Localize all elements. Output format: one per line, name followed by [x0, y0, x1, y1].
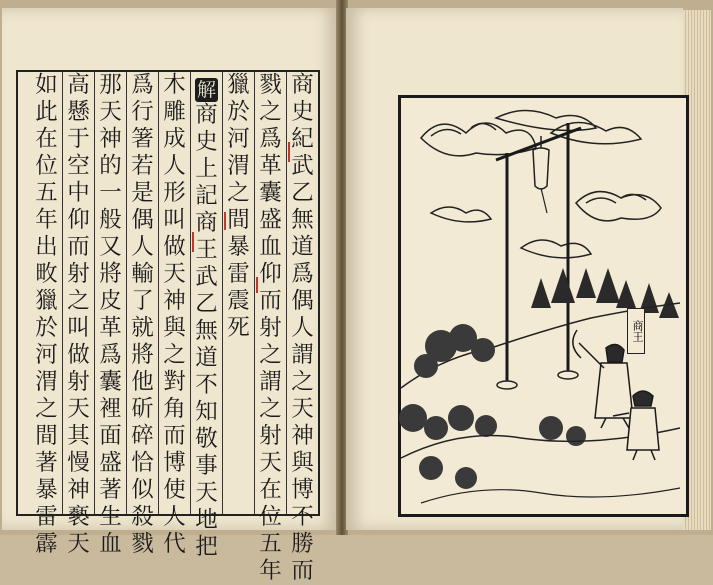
glyph: 記 [195, 183, 218, 209]
glyph: 而 [67, 234, 90, 260]
name-plaque: 商王 [627, 308, 645, 354]
glyph: 面 [99, 423, 122, 449]
red-mark [192, 232, 194, 252]
glyph: 囊 [99, 369, 122, 395]
glyph: 人 [291, 315, 314, 341]
glyph: 成 [163, 126, 186, 152]
glyph: 知 [195, 399, 218, 425]
glyph: 渭 [227, 153, 250, 179]
column-rule [158, 72, 159, 514]
glyph: 五 [259, 531, 282, 557]
text-column-8 [66, 72, 91, 558]
column-rule [286, 72, 287, 514]
glyph: 畋 [35, 261, 58, 287]
glyph: 武 [195, 264, 218, 290]
text-column-4-body [195, 102, 218, 561]
glyph: 紀 [291, 126, 314, 152]
margin-strip [2, 70, 17, 512]
glyph: 其 [67, 423, 90, 449]
glyph: 行 [131, 99, 154, 125]
glyph: 恰 [131, 450, 154, 476]
glyph: 如 [35, 72, 58, 98]
glyph: 似 [131, 477, 154, 503]
annotation-badge: 解 [196, 79, 216, 101]
glyph: 商 [195, 102, 218, 128]
glyph: 慢 [67, 450, 90, 476]
glyph: 暴 [35, 477, 58, 503]
glyph: 是 [131, 180, 154, 206]
glyph: 死 [227, 315, 250, 341]
glyph: 殺 [131, 504, 154, 530]
glyph: 天 [99, 99, 122, 125]
glyph: 木 [163, 72, 186, 98]
glyph: 博 [163, 450, 186, 476]
glyph: 武 [291, 153, 314, 179]
glyph: 射 [67, 261, 90, 287]
glyph: 謂 [259, 369, 282, 395]
glyph: 乙 [291, 180, 314, 206]
glyph: 年 [259, 558, 282, 584]
glyph: 位 [35, 153, 58, 179]
glyph: 盛 [99, 450, 122, 476]
glyph: 無 [291, 207, 314, 233]
glyph: 獵 [227, 72, 250, 98]
ground-line [421, 488, 680, 503]
glyph: 五 [35, 180, 58, 206]
glyph: 此 [35, 99, 58, 125]
glyph: 射 [67, 369, 90, 395]
glyph: 高 [67, 72, 90, 98]
glyph: 的 [99, 153, 122, 179]
glyph: 他 [131, 369, 154, 395]
glyph: 雷 [227, 261, 250, 287]
glyph: 敬 [195, 426, 218, 452]
glyph: 血 [99, 531, 122, 557]
glyph: 博 [291, 477, 314, 503]
red-mark [288, 142, 290, 162]
tree-icon [531, 268, 679, 318]
glyph: 裡 [99, 396, 122, 422]
left-page [2, 8, 338, 584]
glyph: 叫 [67, 315, 90, 341]
glyph: 天 [67, 396, 90, 422]
text-column-1 [290, 72, 315, 585]
glyph: 碎 [131, 423, 154, 449]
glyph: 射 [259, 315, 282, 341]
glyph: 代 [163, 531, 186, 557]
glyph: 之 [259, 99, 282, 125]
glyph: 獵 [35, 288, 58, 314]
red-mark [256, 277, 258, 293]
glyph: 又 [99, 234, 122, 260]
glyph: 做 [67, 342, 90, 368]
glyph: 偶 [291, 288, 314, 314]
glyph: 與 [291, 450, 314, 476]
glyph: 道 [195, 345, 218, 371]
glyph: 在 [35, 126, 58, 152]
glyph: 河 [227, 126, 250, 152]
glyph: 角 [163, 396, 186, 422]
glyph: 位 [259, 504, 282, 530]
text-column-4 [194, 78, 219, 561]
glyph: 懸 [67, 99, 90, 125]
glyph: 人 [163, 504, 186, 530]
glyph: 暴 [227, 234, 250, 260]
glyph: 戮 [259, 72, 282, 98]
glyph: 戮 [131, 531, 154, 557]
glyph: 形 [163, 180, 186, 206]
glyph: 而 [291, 558, 314, 584]
glyph: 著 [35, 450, 58, 476]
glyph: 爲 [99, 342, 122, 368]
glyph: 出 [35, 234, 58, 260]
glyph: 河 [35, 342, 58, 368]
glyph: 在 [259, 477, 282, 503]
glyph: 褻 [67, 504, 90, 530]
glyph: 仰 [259, 261, 282, 287]
woodblock-illustration [398, 95, 689, 517]
text-column-5 [162, 72, 187, 558]
glyph: 般 [99, 207, 122, 233]
glyph: 商 [291, 72, 314, 98]
glyph: 把 [195, 534, 218, 560]
glyph: 人 [163, 153, 186, 179]
glyph: 輸 [131, 261, 154, 287]
pole-base [558, 371, 578, 379]
glyph: 而 [259, 288, 282, 314]
glyph: 之 [227, 180, 250, 206]
glyph: 於 [35, 315, 58, 341]
glyph: 仰 [67, 207, 90, 233]
glyph: 將 [131, 342, 154, 368]
glyph: 對 [163, 369, 186, 395]
column-rule [222, 72, 223, 514]
glyph: 生 [99, 504, 122, 530]
column-rule [254, 72, 255, 514]
glyph: 著 [99, 477, 122, 503]
text-column-9 [34, 72, 59, 558]
glyph: 囊 [259, 180, 282, 206]
glyph: 無 [195, 318, 218, 344]
glyph: 史 [195, 129, 218, 155]
glyph: 史 [291, 99, 314, 125]
glyph: 事 [195, 453, 218, 479]
glyph: 箸 [131, 126, 154, 152]
glyph: 做 [163, 234, 186, 260]
text-column-2 [258, 72, 283, 585]
glyph: 道 [291, 234, 314, 260]
glyph: 神 [163, 288, 186, 314]
column-rule [62, 72, 63, 514]
glyph: 王 [195, 237, 218, 263]
pole-base [497, 381, 517, 389]
glyph: 乙 [195, 291, 218, 317]
glyph: 年 [35, 207, 58, 233]
glyph: 之 [35, 396, 58, 422]
text-column-3 [226, 72, 251, 342]
glyph: 叫 [163, 207, 186, 233]
glyph: 之 [259, 396, 282, 422]
glyph: 將 [99, 261, 122, 287]
glyph: 就 [131, 315, 154, 341]
glyph: 上 [195, 156, 218, 182]
glyph: 渭 [35, 369, 58, 395]
column-rule [190, 72, 191, 514]
glyph: 天 [291, 396, 314, 422]
glyph: 之 [259, 342, 282, 368]
glyph: 人 [131, 234, 154, 260]
text-column-6 [130, 72, 155, 558]
glyph: 之 [291, 369, 314, 395]
glyph: 了 [131, 288, 154, 314]
glyph: 爲 [131, 72, 154, 98]
glyph: 地 [195, 507, 218, 533]
glyph: 斫 [131, 396, 154, 422]
glyph: 偶 [131, 207, 154, 233]
glyph: 之 [67, 288, 90, 314]
glyph: 而 [163, 423, 186, 449]
glyph: 於 [227, 99, 250, 125]
glyph: 不 [291, 504, 314, 530]
glyph: 盛 [259, 207, 282, 233]
text-column-7 [98, 72, 123, 558]
glyph: 之 [163, 342, 186, 368]
bush-icon [399, 324, 586, 489]
glyph: 空 [67, 153, 90, 179]
glyph: 使 [163, 477, 186, 503]
glyph: 霹 [35, 531, 58, 557]
glyph: 射 [259, 423, 282, 449]
glyph: 皮 [99, 288, 122, 314]
illustration-drawing [401, 98, 680, 508]
glyph: 神 [99, 126, 122, 152]
glyph: 爲 [259, 126, 282, 152]
glyph: 若 [131, 153, 154, 179]
glyph: 神 [67, 477, 90, 503]
glyph: 天 [259, 450, 282, 476]
glyph: 爲 [291, 261, 314, 287]
glyph: 謂 [291, 342, 314, 368]
glyph: 與 [163, 315, 186, 341]
glyph: 天 [67, 531, 90, 557]
glyph: 血 [259, 234, 282, 260]
red-mark [224, 212, 226, 230]
glyph: 雕 [163, 99, 186, 125]
glyph: 革 [259, 153, 282, 179]
glyph: 于 [67, 126, 90, 152]
glyph: 勝 [291, 531, 314, 557]
glyph: 中 [67, 180, 90, 206]
column-rule [94, 72, 95, 514]
column-rule [126, 72, 127, 514]
glyph: 天 [195, 480, 218, 506]
glyph: 神 [291, 423, 314, 449]
glyph: 革 [99, 315, 122, 341]
glyph: 不 [195, 372, 218, 398]
glyph: 天 [163, 261, 186, 287]
glyph: 震 [227, 288, 250, 314]
text-frame [16, 70, 320, 584]
glyph: 間 [35, 423, 58, 449]
glyph: 雷 [35, 504, 58, 530]
glyph: 間 [227, 207, 250, 233]
glyph: 那 [99, 72, 122, 98]
glyph: 商 [195, 210, 218, 236]
glyph: 一 [99, 180, 122, 206]
